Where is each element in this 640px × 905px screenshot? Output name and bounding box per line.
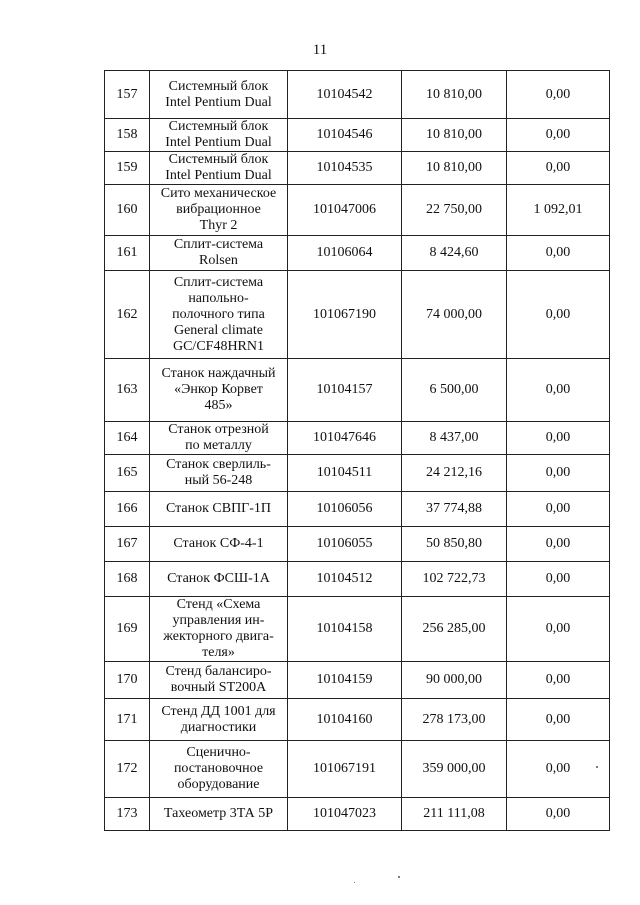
initial-cost-cell: 6 500,00 [402,359,507,422]
table-row [105,71,610,119]
inventory-code-cell: 10104159 [288,662,402,699]
item-name-cell [150,455,288,492]
residual-value-cell: 0,00 [507,119,610,152]
item-name-line: Системный блок [168,152,269,167]
row-number-cell: 162 [105,271,150,359]
item-name-line: Тахеометр 3ТА 5Р [163,806,274,821]
residual-value-cell: 0,00 [507,152,610,185]
row-number-cell: 159 [105,152,150,185]
scan-speck [354,882,355,883]
inventory-code-cell: 10104512 [288,562,402,597]
table-row [105,562,610,597]
table-row [105,119,610,152]
item-name-line: жекторного двига- [163,629,274,644]
scan-speck [398,876,400,878]
initial-cost-cell: 8 424,60 [402,236,507,271]
item-name-line: Стенд балансиро- [165,664,272,679]
row-number-cell: 158 [105,119,150,152]
item-name-line: напольно- [188,290,249,306]
item-name-line: Стенд ДД 1001 для [161,703,276,719]
item-name-cell [150,597,288,662]
item-name-line: Системный блок [168,78,269,94]
asset-table [104,70,610,831]
residual-value-cell: 0,00 [507,71,610,119]
residual-value-cell: 0,00 [507,798,610,831]
table-row [105,455,610,492]
item-name-cell [150,798,288,831]
residual-value-cell: 0,00 [507,455,610,492]
inventory-code-cell: 10106056 [288,492,402,527]
item-name-cell [150,185,288,236]
item-name-line: Станок отрезной [168,422,269,437]
initial-cost-cell: 278 173,00 [402,699,507,741]
initial-cost-cell: 24 212,16 [402,455,507,492]
inventory-code-cell: 101047006 [288,185,402,236]
inventory-code-cell: 10106055 [288,527,402,562]
item-name-cell [150,699,288,741]
row-number-cell: 168 [105,562,150,597]
table-row [105,271,610,359]
initial-cost-cell: 211 111,08 [402,798,507,831]
page-number: 11 [312,42,328,58]
table-row [105,236,610,271]
asset-table-body [105,71,610,831]
item-name-cell [150,236,288,271]
item-name-line: Сценично- [186,745,251,760]
residual-value-cell: 0,00 [507,699,610,741]
table-row [105,597,610,662]
residual-value-cell: 0,00 [507,492,610,527]
item-name-line: вибрационное [176,202,261,217]
table-row [105,662,610,699]
residual-value-cell: 1 092,01 [507,185,610,236]
initial-cost-cell: 10 810,00 [402,71,507,119]
table-row [105,359,610,422]
table-row [105,527,610,562]
table-row [105,185,610,236]
item-name-cell [150,741,288,798]
initial-cost-cell: 359 000,00 [402,741,507,798]
item-name-line: вочный ST200A [170,680,267,695]
inventory-code-cell: 10106064 [288,236,402,271]
item-name-cell [150,119,288,152]
inventory-code-cell: 101067190 [288,271,402,359]
item-name-line: Системный блок [168,119,269,134]
scan-speck [596,766,598,768]
item-name-line: постановочное [173,761,264,776]
item-name-cell [150,662,288,699]
item-name-line: Сито механическое [160,186,277,201]
residual-value-cell: 0,00 [507,597,610,662]
table-row [105,422,610,455]
row-number-cell: 167 [105,527,150,562]
item-name-line: 485» [204,398,233,413]
row-number-cell: 164 [105,422,150,455]
item-name-cell [150,562,288,597]
item-name-line: Стенд «Схема [176,597,261,612]
table-row [105,699,610,741]
row-number-cell: 157 [105,71,150,119]
item-name-line: Станок ФСШ-1А [167,571,270,586]
table-row [105,492,610,527]
item-name-line: Rolsen [199,253,238,268]
row-number-cell: 172 [105,741,150,798]
item-name-line: оборудование [177,777,260,792]
item-name-line: Станок сверлиль- [166,457,271,472]
inventory-code-cell: 10104158 [288,597,402,662]
table-row [105,152,610,185]
row-number-cell: 171 [105,699,150,741]
inventory-code-cell: 101047023 [288,798,402,831]
item-name-line: по металлу [185,438,252,453]
residual-value-cell: 0,00 [507,359,610,422]
inventory-code-cell: 101047646 [288,422,402,455]
item-name-line: General climate [173,322,263,338]
row-number-cell: 160 [105,185,150,236]
initial-cost-cell: 10 810,00 [402,152,507,185]
residual-value-cell: 0,00 [507,236,610,271]
row-number-cell: 166 [105,492,150,527]
table-row [105,798,610,831]
initial-cost-cell: 90 000,00 [402,662,507,699]
initial-cost-cell: 256 285,00 [402,597,507,662]
item-name-line: управления ин- [172,613,265,628]
item-name-cell [150,152,288,185]
item-name-cell [150,71,288,119]
residual-value-cell: 0,00 [507,741,610,798]
inventory-code-cell: 10104157 [288,359,402,422]
residual-value-cell: 0,00 [507,662,610,699]
item-name-line: полочного типа [172,306,265,322]
item-name-line: «Энкор Корвет [174,382,263,397]
residual-value-cell: 0,00 [507,271,610,359]
item-name-cell [150,359,288,422]
table-row [105,741,610,798]
row-number-cell: 163 [105,359,150,422]
inventory-code-cell: 101067191 [288,741,402,798]
inventory-code-cell: 10104160 [288,699,402,741]
row-number-cell: 165 [105,455,150,492]
initial-cost-cell: 50 850,80 [402,527,507,562]
item-name-line: Intel Pentium Dual [165,168,272,183]
item-name-line: Intel Pentium Dual [165,135,272,150]
inventory-code-cell: 10104546 [288,119,402,152]
item-name-line: Станок СВПГ-1П [165,501,272,516]
inventory-code-cell: 10104511 [288,455,402,492]
item-name-line: Сплит-система [173,274,264,290]
item-name-line: ный 56-248 [184,473,253,488]
initial-cost-cell: 10 810,00 [402,119,507,152]
residual-value-cell: 0,00 [507,562,610,597]
item-name-cell [150,422,288,455]
item-name-line: GC/CF48HRN1 [172,338,265,354]
row-number-cell: 170 [105,662,150,699]
residual-value-cell: 0,00 [507,422,610,455]
initial-cost-cell: 37 774,88 [402,492,507,527]
item-name-cell [150,271,288,359]
item-name-cell [150,492,288,527]
item-name-line: диагностики [180,719,257,735]
initial-cost-cell: 22 750,00 [402,185,507,236]
residual-value-cell: 0,00 [507,527,610,562]
item-name-line: Thyr 2 [199,218,238,233]
item-name-line: Станок СФ-4-1 [173,536,264,551]
item-name-line: теля» [202,645,235,660]
row-number-cell: 161 [105,236,150,271]
initial-cost-cell: 102 722,73 [402,562,507,597]
item-name-line: Сплит-система [173,237,264,252]
item-name-line: Станок наждачный [161,366,276,381]
inventory-code-cell: 10104535 [288,152,402,185]
row-number-cell: 173 [105,798,150,831]
inventory-code-cell: 10104542 [288,71,402,119]
item-name-line: Intel Pentium Dual [165,94,272,110]
initial-cost-cell: 74 000,00 [402,271,507,359]
item-name-cell [150,527,288,562]
row-number-cell: 169 [105,597,150,662]
initial-cost-cell: 8 437,00 [402,422,507,455]
